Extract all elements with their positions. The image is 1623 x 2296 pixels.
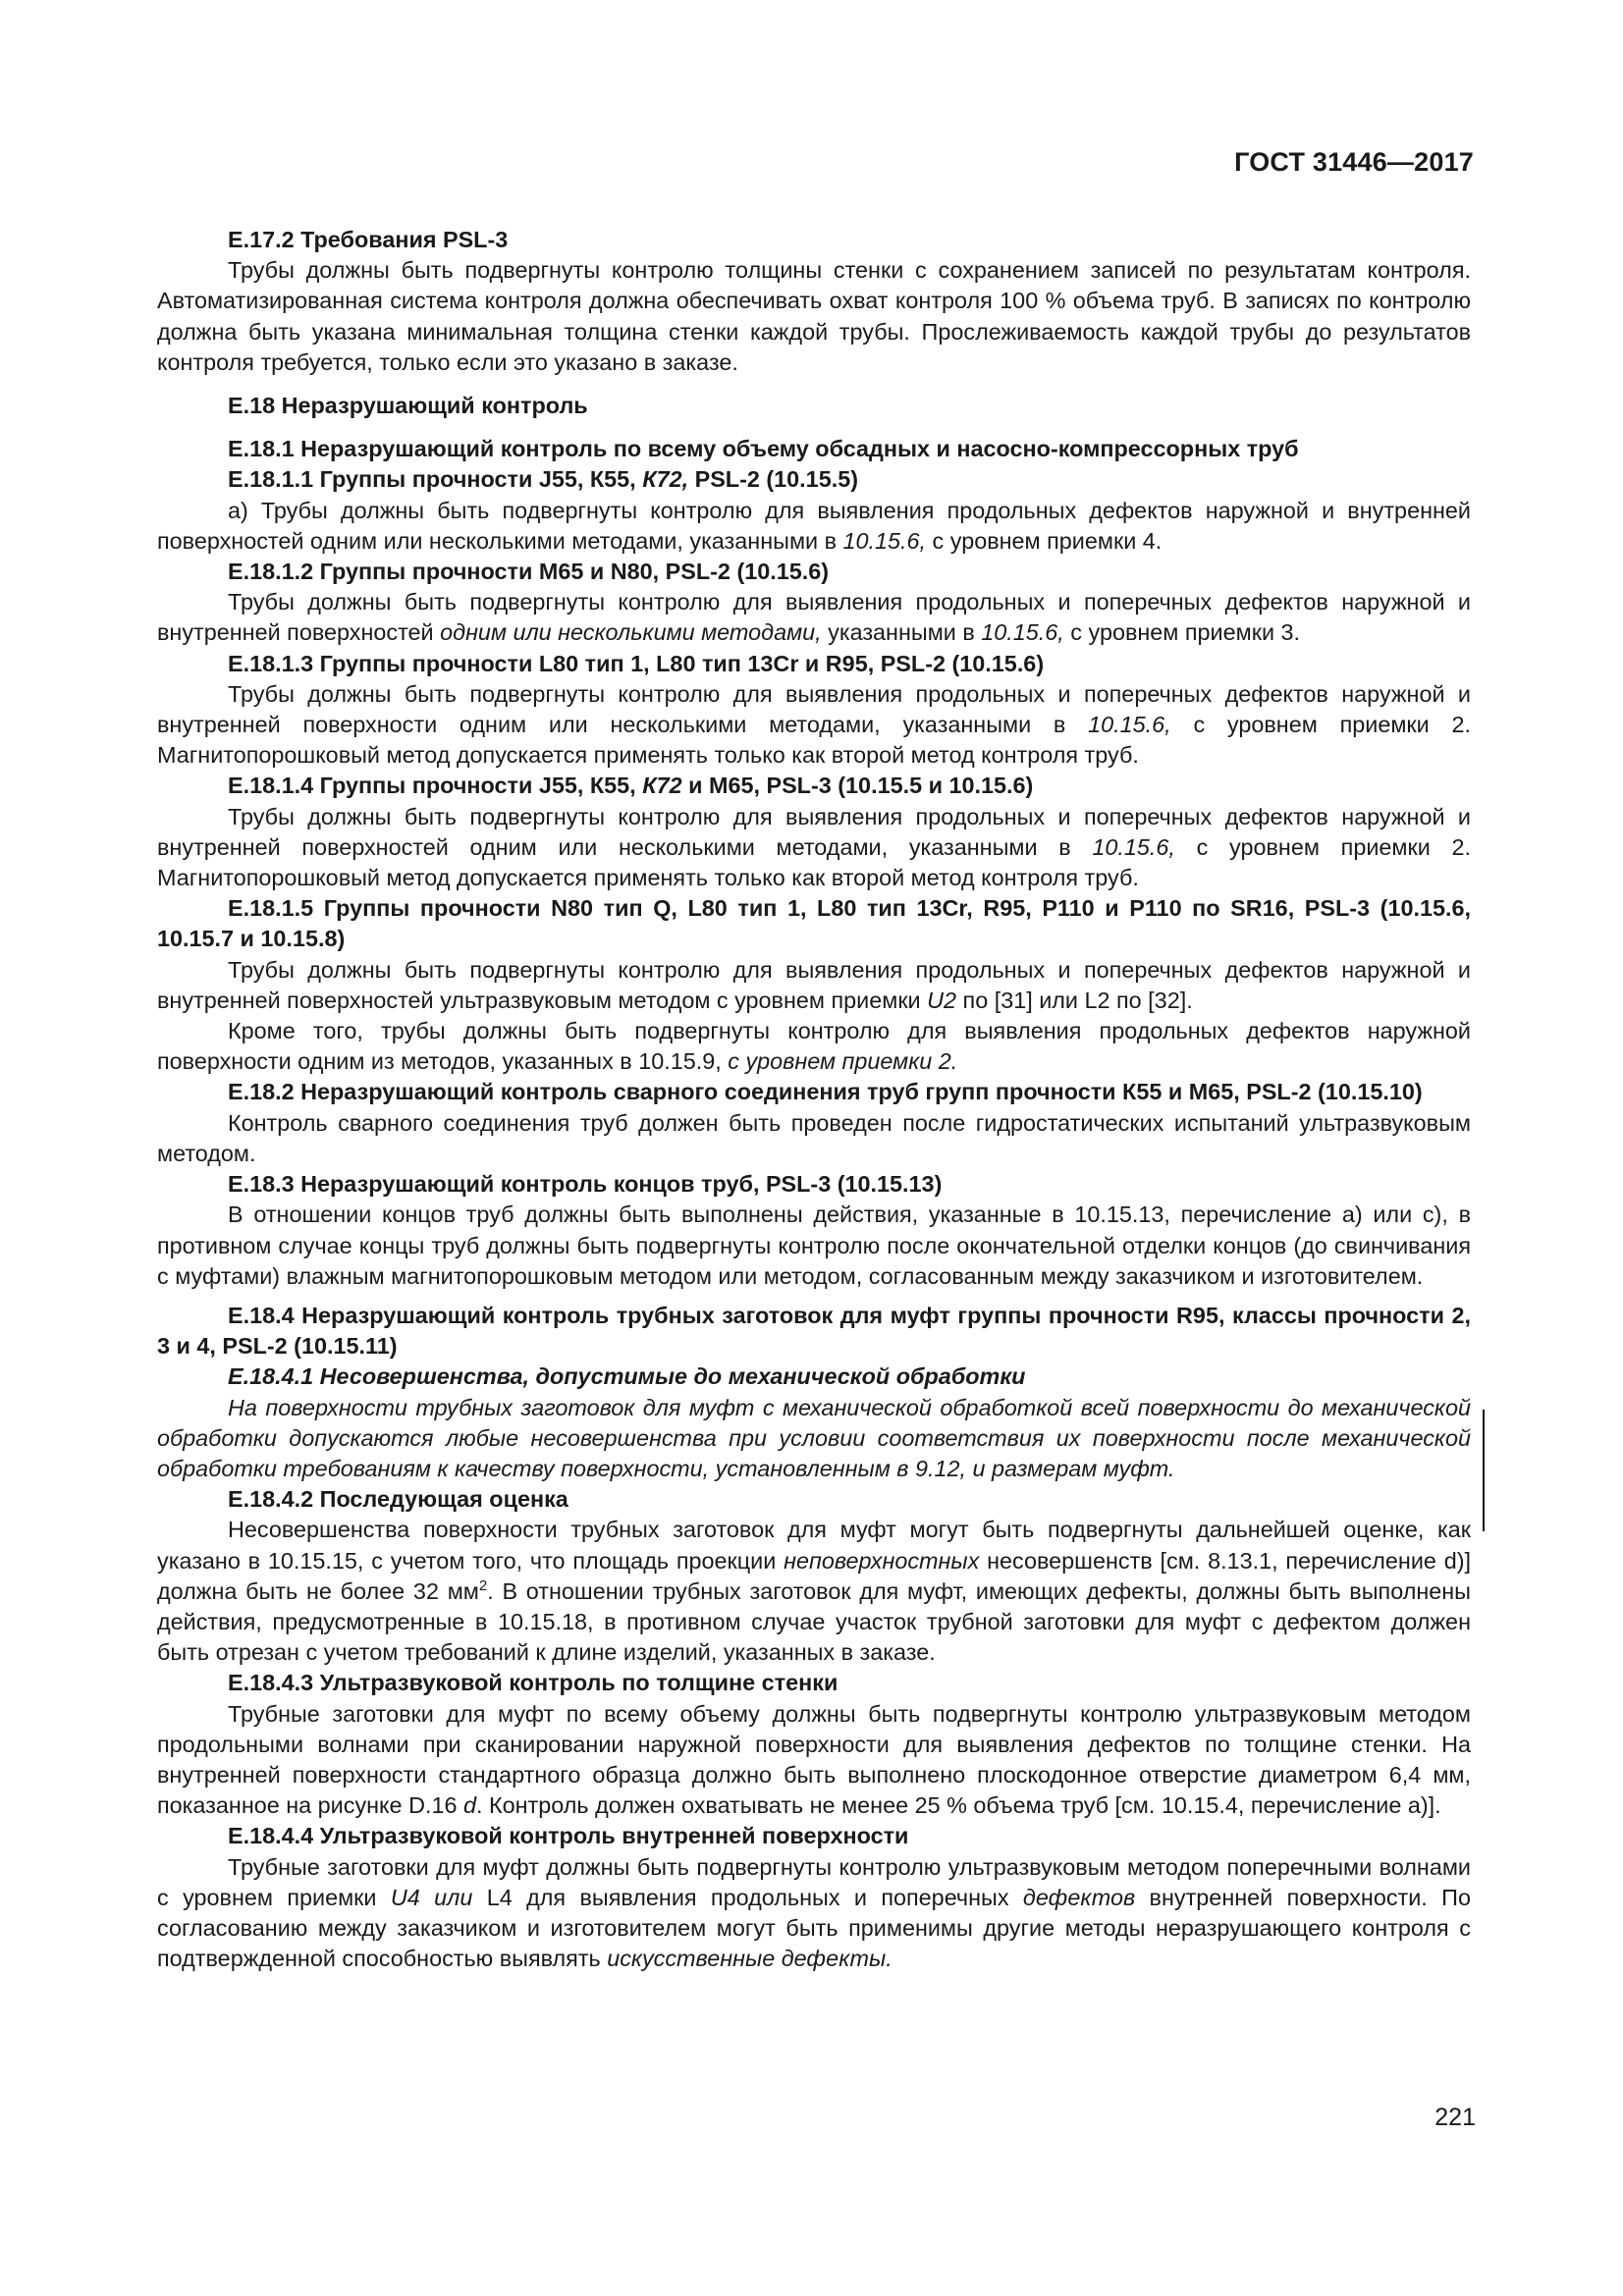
heading-part: Е.18.1.1 Группы прочности J55, К55, (228, 466, 643, 493)
revision-bar (1483, 1410, 1485, 1531)
text-run: а) Трубы должны быть подвергнуты контролю для выявления продольных дефектов наружной и внутренней поверхностей одним или несколькими методами, указанными в (157, 497, 1471, 554)
text-run: Трубные заготовки для муфт должны быть подвергнуты контролю ультразвуковым методом поперечными волнами с уровнем приемки (157, 1853, 1471, 1910)
text-italic: неповерхностных (784, 1547, 980, 1574)
heading-e18-1-1 (157, 464, 1471, 495)
paragraph-e18-1-3 (157, 679, 1471, 772)
text-run: несовершенств [см. 8.13.1, перечисление d)] должна быть не более 32 мм (157, 1547, 1471, 1604)
text-run: Трубные заготовки для муфт по всему объему должны быть подвергнуты контролю ультразвуковым методом продольными волнами при сканировании наружной поверхности для выявления дефектов по толщине стенки. На внутренней поверхности стандартного образца должно быть выполнено плоскодонное отверстие диаметром 6,4 мм, показанное на рисунке D.16 (157, 1700, 1471, 1819)
text-run: с уровнем приемки 4. (926, 527, 1163, 554)
paragraph-e17-2: Трубы должны быть подвергнуты контролю толщины стенки с сохранением записей по результатам контроля. Автоматизированная система контроля должна обеспечивать охват контроля 100 % объема труб. В записях по контролю должна быть указана минимальная толщина стенки каждой трубы. Прослеживаемость каждой трубы до результатов контроля требуется, только если это указано в заказе. (157, 257, 1471, 375)
reference: 10.15.6, (981, 619, 1064, 646)
heading-part: и М65, PSL-3 (10.15.5 и 10.15.6) (681, 773, 1034, 799)
paragraph-e18-4-2 (157, 1515, 1471, 1668)
page-number: 221 (1434, 2104, 1476, 2131)
paragraph-e18-1-5-a (157, 955, 1471, 1016)
heading-e18-1: Е.18.1 Неразрушающий контроль по всему объему обсадных и насосно-компрессорных труб (228, 436, 1299, 462)
text-italic: одним или несколькими методами, (440, 619, 822, 646)
text-run: Несовершенства поверхности трубных заготовок для муфт могут быть подвергнуты дальнейшей оценке, как указано в 10.15.15, с учетом того, что площадь проекции (157, 1517, 1471, 1574)
heading-e18-4: Е.18.4 Неразрушающий контроль трубных заготовок для муфт группы прочности R95, классы прочности 2, 3 и 4, PSL-2 (10.15.11) (157, 1302, 1471, 1360)
heading-part-italic: К72 (642, 773, 682, 799)
heading-e18-4-1: Е.18.4.1 Несовершенства, допустимые до механической обработки (228, 1363, 1026, 1390)
text-run: L4 для выявления продольных и поперечных (472, 1884, 1023, 1910)
heading-e18-1-3: Е.18.1.3 Группы прочности L80 тип 1, L80 тип 13Cr и R95, PSL-2 (10.15.6) (228, 650, 1045, 676)
text-italic: дефектов (1022, 1884, 1136, 1910)
heading-part: PSL-2 (10.15.5) (688, 466, 858, 493)
heading-part: Е.18.1.4 Группы прочности J55, К55, (228, 773, 643, 799)
superscript: 2 (478, 1576, 488, 1594)
paragraph-e18-2: Контроль сварного соединения труб должен быть проведен после гидростатических испытаний ультразвуковым методом. (157, 1109, 1471, 1166)
paragraph-e18-1-5-b (157, 1016, 1471, 1077)
heading-e17-2: Е.17.2 Требования PSL-3 (228, 227, 509, 252)
text-run: Кроме того, трубы должны быть подвергнуты контролю для выявления продольных дефектов наружной поверхности одним из методов, указанных в 10.15.9, (157, 1018, 1471, 1075)
text-run: по [31] или L2 по [32]. (956, 987, 1193, 1013)
reference: 10.15.6, (1092, 833, 1175, 860)
heading-e18-1-5: Е.18.1.5 Группы прочности N80 тип Q, L80 тип 1, L80 тип 13Cr, R95, Р110 и Р110 по SR16, PSL-3 (10.15.6, 10.15.7 и 10.15.8) (157, 895, 1471, 952)
document-header: ГОСТ 31446—2017 (1234, 147, 1474, 177)
text-run: . Контроль должен охватывать не менее 25 % объема труб [см. 10.15.4, перечисление а)]. (476, 1792, 1441, 1819)
reference: 10.15.6, (1088, 712, 1171, 738)
reference: 10.15.6, (842, 527, 927, 554)
heading-e18-3: Е.18.3 Неразрушающий контроль концов труб, PSL-3 (10.15.13) (228, 1171, 943, 1198)
heading-e18-2: Е.18.2 Неразрушающий контроль сварного соединения труб групп прочности К55 и М65, PSL-2 (10.15.10) (228, 1079, 1423, 1105)
text-run: Трубы должны быть подвергнуты контролю для выявления продольных и поперечных дефектов наружной и внутренней поверхности одним или несколькими методами, указанными в (157, 680, 1471, 738)
heading-e18-4-4: Е.18.4.4 Ультразвуковой контроль внутренней поверхности (228, 1823, 909, 1849)
heading-e18: Е.18 Неразрушающий контроль (228, 393, 588, 419)
paragraph-e18-4-1: На поверхности трубных заготовок для муфт с механической обработкой всей поверхности до механической обработки допускаются любые несовершенства при условии соответствия их поверхности после механической обработки требованиям к качеству поверхности, установленным в 9.12, и размерам муфт. (157, 1394, 1471, 1481)
text-italic: U4 или (390, 1884, 473, 1910)
heading-part-italic: К72, (642, 466, 689, 493)
paragraph-e18-4-4 (157, 1852, 1471, 1975)
text-italic: с уровнем приемки 2. (728, 1048, 958, 1075)
paragraph-e18-1-1 (157, 496, 1471, 557)
text-run: внутренней поверхности. По согласованию между заказчиком и изготовителем могут быть применимы другие методы неразрушающего контроля с подтвержденной способностью выявлять (157, 1884, 1471, 1972)
paragraph-e18-3: В отношении концов труб должны быть выполнены действия, указанные в 10.15.13, перечисление а) или с), в противном случае концы труб должны быть подвергнуты контролю после окончательной отделки концов (до свинчивания с муфтами) влажным магнитопорошковым методом или методом, согласованным между заказчиком и изготовителем. (157, 1201, 1471, 1289)
paragraph-e18-4-3 (157, 1699, 1471, 1822)
paragraph-e18-1-4 (157, 802, 1471, 894)
text-run: . В отношении трубных заготовок для муфт, имеющих дефекты, должны быть выполнены действия, предусмотренные в 10.15.18, в противном случае участок трубной заготовки для муфт с дефектом должен быть отрезан с учетом требований к длине изделий, указанных в заказе. (157, 1577, 1471, 1666)
heading-e18-1-4 (157, 771, 1471, 801)
paragraph-e18-1-2 (157, 587, 1471, 648)
text-run: Трубы должны быть подвергнуты контролю для выявления продольных и поперечных дефектов наружной и внутренней поверхностей ультразвуковым методом с уровнем приемки (157, 956, 1471, 1013)
text-run: с уровнем приемки 3. (1063, 619, 1301, 646)
text-run: Трубы должны быть подвергнуты контролю для выявления продольных и поперечных дефектов наружной и внутренней поверхностей (157, 589, 1471, 646)
heading-e18-4-3: Е.18.4.3 Ультразвуковой контроль по толщине стенки (228, 1670, 839, 1696)
text-italic: d (462, 1792, 476, 1819)
text-run: с уровнем приемки 2. Магнитопорошковый метод допускается применять только как второй метод контроля труб. (157, 833, 1471, 891)
document-body (157, 225, 1471, 1974)
text-run: с уровнем приемки 2. Магнитопорошковый метод допускается применять только как второй метод контроля труб. (157, 712, 1471, 769)
text-italic: U2 (927, 987, 957, 1013)
text-run: указанными в (821, 619, 982, 646)
text-italic: искусственные дефекты. (607, 1946, 893, 1972)
heading-e18-1-2: Е.18.1.2 Группы прочности М65 и N80, PSL-2 (10.15.6) (228, 559, 830, 585)
text-run: Трубы должны быть подвергнуты контролю для выявления продольных и поперечных дефектов наружной и внутренней поверхностей одним или несколькими методами, указанными в (157, 803, 1471, 860)
heading-e18-4-2: Е.18.4.2 Последующая оценка (228, 1486, 568, 1513)
